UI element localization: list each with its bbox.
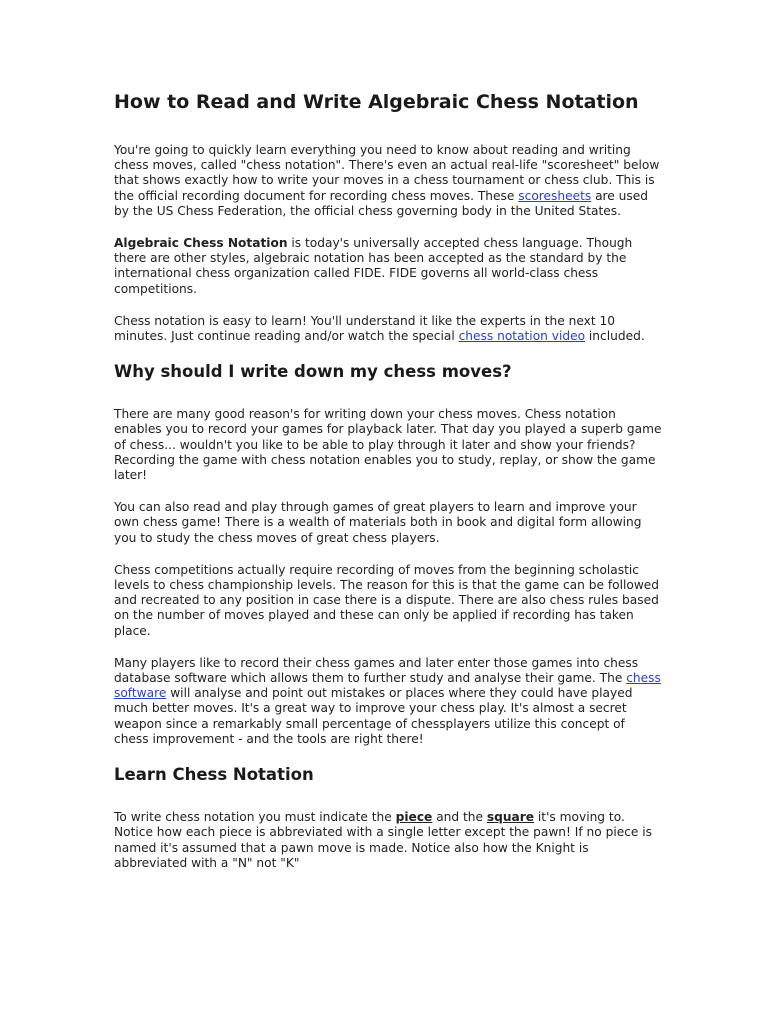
learn-p1-text-a: To write chess notation you must indicate the <box>114 810 396 825</box>
why-heading: Why should I write down my chess moves? <box>114 362 512 382</box>
algebraic-notation-bold: Algebraic Chess Notation <box>114 236 288 251</box>
intro-p3-text-a: Chess notation is easy to learn! You'll understand it like the experts in the next 10 minutes. Just continue reading and/or watch the special <box>114 313 615 344</box>
learn-p1-text-b: it's moving to. Notice how each piece is abbreviated with a single letter except the pawn! If no piece is named it's assumed that a pawn move is made. Notice also how the Knight is abbreviated with a "N" not "K" <box>114 810 653 870</box>
chess-notation-video-link[interactable]: chess notation video <box>458 329 586 344</box>
why-p4-text-a: Many players like to record their chess games and later enter those games into chess database software which allows them to further study and analyse their game. The <box>114 655 639 686</box>
learn-heading: Learn Chess Notation <box>114 765 314 785</box>
why-p4-text-b: will analyse and point out mistakes or places where they could have played much better moves. It's a great way to improve your chess play. It's almost a secret weapon since a remarkably small percentage of chessplayers utilize this concept of chess improvement - and the tools are right there! <box>114 686 633 746</box>
why-paragraph-2: You can also read and play through games of great players to learn and improve your own chess game! There is a wealth of materials both in book and digital form allowing you to study the chess moves of great chess players. <box>114 500 642 545</box>
intro-p3-text-b: included. <box>585 329 645 344</box>
square-bold: square <box>486 810 535 825</box>
intro-paragraph-3 <box>114 314 662 344</box>
chess-software-link[interactable]: chess software <box>114 671 661 701</box>
document-page <box>114 90 662 888</box>
scoresheets-link[interactable]: scoresheets <box>518 188 592 203</box>
intro-p1-text-a: You're going to quickly learn everything you need to know about reading and writing chess moves, called "chess notation". There's even an actual real-life "scoresheet" below that shows exactly how to write your moves in a chess tournament or chess club. This is the official recording document for recording chess moves. These <box>114 143 660 203</box>
intro-p2-text: is today's universally accepted chess language. Though there are other styles, algebraic notation has been accepted as the standard by the international chess organization called FIDE. FIDE governs all world-class chess competitions. <box>114 236 633 296</box>
page-title: How to Read and Write Algebraic Chess Notation <box>114 91 639 113</box>
why-paragraph-4 <box>114 656 662 747</box>
piece-bold: piece <box>395 810 433 825</box>
intro-paragraph-2 <box>114 236 662 297</box>
why-paragraph-1: There are many good reason's for writing down your chess moves. Chess notation enables you to record your games for playback later. That day you played a superb game of chess... wouldn't you like to be able to play through it later and show your friends? Recording the game with chess notation enables you to study, replay, or show the game later! <box>114 407 662 483</box>
learn-p1-text-mid: and the <box>432 810 487 825</box>
intro-p1-text-b: are used by the US Chess Federation, the official chess governing body in the United States. <box>114 188 648 218</box>
learn-paragraph-1 <box>114 810 662 871</box>
why-paragraph-3: Chess competitions actually require recording of moves from the beginning scholastic levels to chess championship levels. The reason for this is that the game can be followed and recreated to any position in case there is a dispute. There are also chess rules based on the number of moves played and these can only be applied if recording has taken place. <box>114 562 660 638</box>
intro-paragraph-1 <box>114 143 662 219</box>
